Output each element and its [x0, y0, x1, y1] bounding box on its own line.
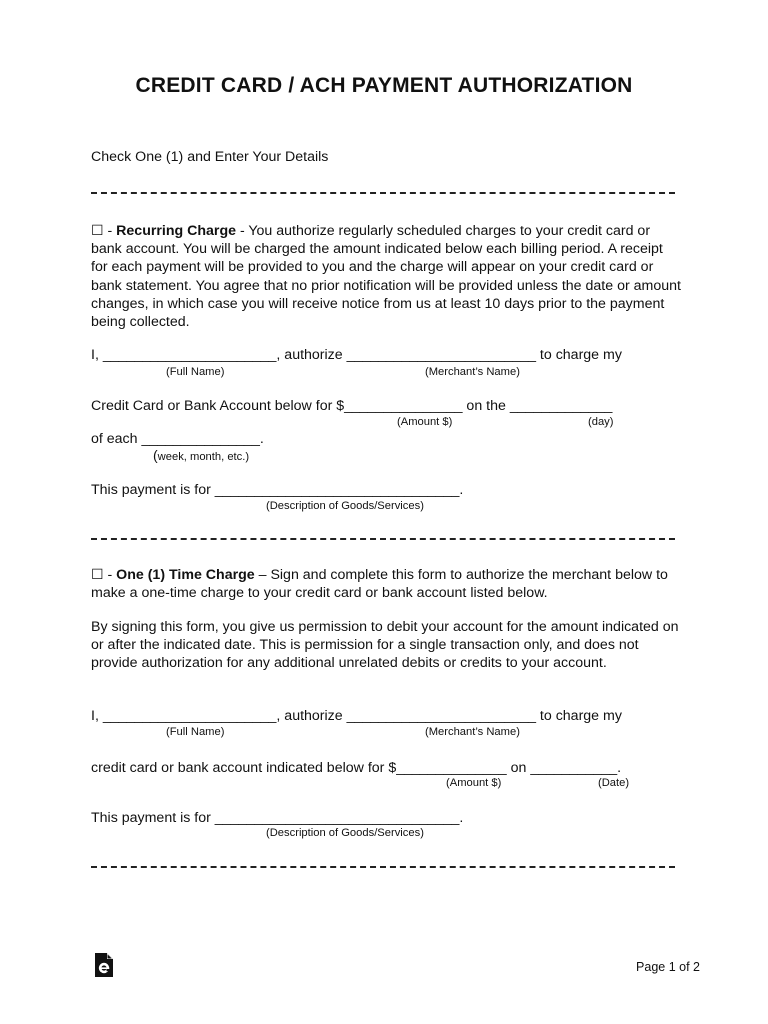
recurring-body: - You authorize regularly scheduled charges to your credit card or bank account. You will be charged the amount indicated below each billing period. A receipt for each payment will be provided to you and the charge will appear on your credit card or bank statement. You agree that no prior notification will be provided unless the date or amount changes, in which case you will receive notice from us at least 10 days prior to the payment being collected. — [91, 223, 681, 331]
one-time-caption-amount: (Amount $) — [446, 777, 502, 789]
one-time-heading: One (1) Time Charge — [116, 567, 255, 583]
document-title: CREDIT CARD / ACH PAYMENT AUTHORIZATION — [135, 74, 633, 97]
recurring-caption-day: (day) — [588, 416, 614, 428]
recurring-caption-amount: (Amount $) — [397, 416, 453, 428]
recurring-amount-line: Credit Card or Bank Account below for $_______________ on the _____________ — [91, 398, 613, 414]
eforms-logo-icon — [94, 952, 114, 978]
recurring-charge-paragraph: ☐ - Recurring Charge - You authorize regularly scheduled charges to your credit card or bank account. You will be charged the amount indicated below each billing period. A receipt for each payment will be provided to you and the charge will appear on your credit card or bank statement. You agree that no prior notification will be provided unless the date or amount changes, in which case you will receive notice from us at least 10 days prior to the payment being collected. — [91, 222, 681, 331]
recurring-period-line: of each _______________. — [91, 431, 264, 447]
dashed-divider — [91, 866, 675, 868]
recurring-name-line: I, ______________________, authorize ________________________ to charge my — [91, 347, 622, 363]
one-time-body: – Sign and complete this form to authorize the merchant below to make a one-time charge to your credit card or bank account listed below. — [91, 567, 668, 602]
one-time-checkbox[interactable]: ☐ — [91, 566, 104, 582]
one-time-description-line: This payment is for _______________________________. — [91, 810, 464, 826]
recurring-caption-full-name: (Full Name) — [166, 366, 225, 378]
one-time-name-line: I, ______________________, authorize ________________________ to charge my — [91, 708, 622, 724]
recurring-description-line: This payment is for _______________________________. — [91, 482, 464, 498]
recurring-heading: Recurring Charge — [116, 223, 237, 239]
recurring-caption-period: (week, month, etc.) — [153, 447, 250, 463]
one-time-caption-merchant: (Merchant’s Name) — [425, 726, 520, 738]
recurring-caption-merchant: (Merchant’s Name) — [425, 366, 520, 378]
recurring-checkbox[interactable]: ☐ — [91, 222, 104, 238]
dashed-divider — [91, 192, 675, 194]
one-time-charge-paragraph: ☐ - One (1) Time Charge – Sign and complete this form to authorize the merchant below to make a one-time charge to your credit card or bank account listed below. — [91, 566, 668, 602]
one-time-caption-description: (Description of Goods/Services) — [266, 827, 424, 839]
one-time-permission-paragraph: By signing this form, you give us permission to debit your account for the amount indicated on or after the indicated date. This is permission for a single transaction only, and does not provide authorization for any additional unrelated debits or credits to your account. — [91, 619, 679, 672]
recurring-caption-description: (Description of Goods/Services) — [266, 500, 424, 512]
one-time-amount-line: credit card or bank account indicated below for $______________ on ___________. — [91, 760, 622, 776]
one-time-caption-date: (Date) — [598, 777, 630, 789]
instruction-text: Check One (1) and Enter Your Details — [91, 149, 329, 165]
page-number: Page 1 of 2 — [636, 960, 700, 974]
dashed-divider — [91, 538, 675, 540]
one-time-caption-full-name: (Full Name) — [166, 726, 225, 738]
